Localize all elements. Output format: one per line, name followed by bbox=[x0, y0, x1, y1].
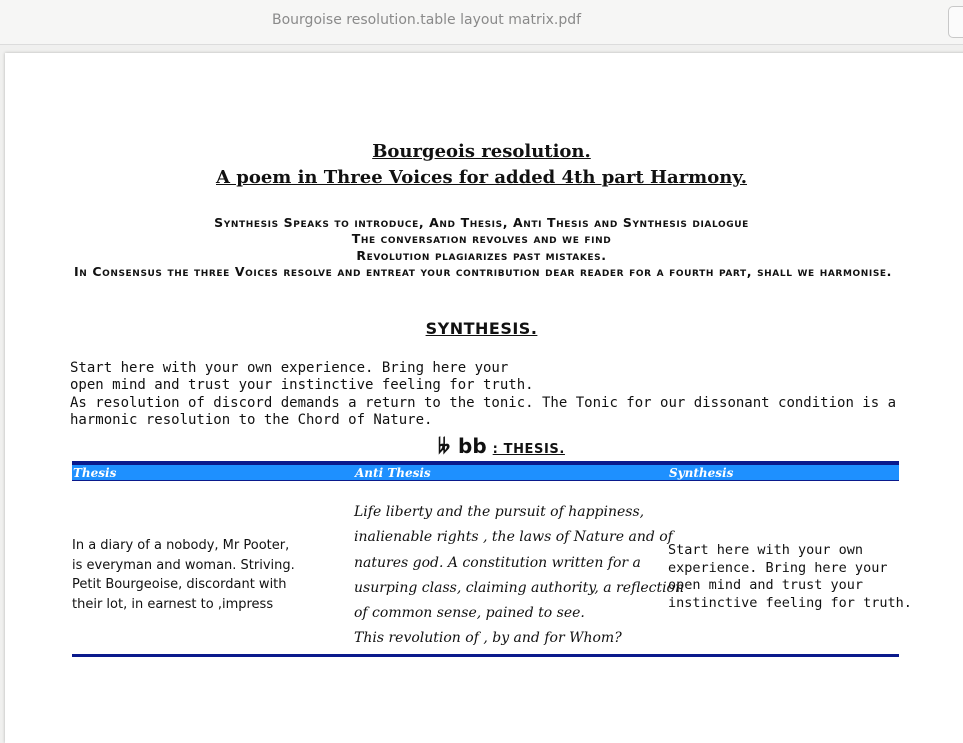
synthesis-heading: SYNTHESIS. bbox=[425, 319, 538, 338]
anti-thesis-line: of common sense, pained to see. bbox=[354, 605, 585, 622]
thesis-line: is everyman and woman. Striving. bbox=[72, 557, 295, 573]
anti-thesis-line: usurping class, claiming authority, a reflection bbox=[354, 579, 685, 596]
anti-thesis-cell bbox=[354, 500, 685, 652]
header-anti-thesis: Anti Thesis bbox=[355, 466, 431, 480]
paragraph-line: Start here with your own experience. Bring here your bbox=[70, 360, 509, 376]
anti-thesis-line: natures god. A constitution written for a bbox=[354, 554, 641, 571]
flats-text: bb bbox=[458, 434, 487, 458]
table-header bbox=[72, 465, 899, 481]
header-thesis: Thesis bbox=[73, 466, 117, 480]
thesis-line: Petit Bourgeoise, discordant with bbox=[72, 577, 287, 592]
thesis-line: their lot, in earnest to ,impress bbox=[72, 596, 274, 612]
synthesis-cell bbox=[668, 542, 912, 612]
thesis-line: In a diary of a nobody, Mr Pooter, bbox=[72, 538, 290, 553]
intro-line: In Consensus the three Voices resolve and entreat your contribution dear reader for a fourth part, shall we harmonise. bbox=[73, 264, 893, 279]
anti-thesis-line: This revolution of , by and for Whom? bbox=[354, 630, 622, 647]
synthesis-line: experience. Bring here your bbox=[668, 559, 888, 576]
toolbar-menu-button[interactable] bbox=[948, 6, 963, 38]
document-title: Bourgoise resolution.table layout matrix.pdf bbox=[272, 12, 582, 28]
synthesis-line: open mind and trust your bbox=[668, 577, 864, 593]
table-bottom-rule bbox=[72, 654, 899, 657]
paragraph-line: harmonic resolution to the Chord of Nature. bbox=[70, 412, 433, 428]
synthesis-line: instinctive feeling for truth. bbox=[668, 594, 912, 611]
header-synthesis: Synthesis bbox=[669, 466, 734, 480]
intro-line: Synthesis Speaks to introduce, And Thesis, Anti Thesis and Synthesis dialogue bbox=[214, 215, 749, 230]
intro-line: Revolution plagiarizes past mistakes. bbox=[356, 248, 607, 263]
poem-title: Bourgeois resolution. bbox=[372, 141, 591, 162]
thesis-cell bbox=[72, 536, 342, 614]
thesis-label: : THESIS. bbox=[492, 442, 565, 457]
table-header-rule bbox=[72, 480, 899, 481]
double-flat-icon: 𝄫 bbox=[438, 434, 451, 458]
synthesis-line: Start here with your own bbox=[668, 542, 864, 558]
intro-line: The conversation revolves and we find bbox=[351, 231, 612, 246]
poem-subtitle: A poem in Three Voices for added 4th part Harmony. bbox=[216, 167, 747, 188]
thesis-heading bbox=[438, 434, 565, 458]
viewer-toolbar bbox=[0, 0, 963, 45]
paragraph-line: open mind and trust your instinctive feeling for truth. bbox=[70, 377, 534, 393]
paragraph-line: As resolution of discord demands a return to the tonic. The Tonic for our dissonant condition is a bbox=[70, 395, 897, 411]
anti-thesis-line: inalienable rights , the laws of Nature and of bbox=[354, 529, 673, 546]
anti-thesis-line: Life liberty and the pursuit of happiness, bbox=[354, 504, 645, 520]
